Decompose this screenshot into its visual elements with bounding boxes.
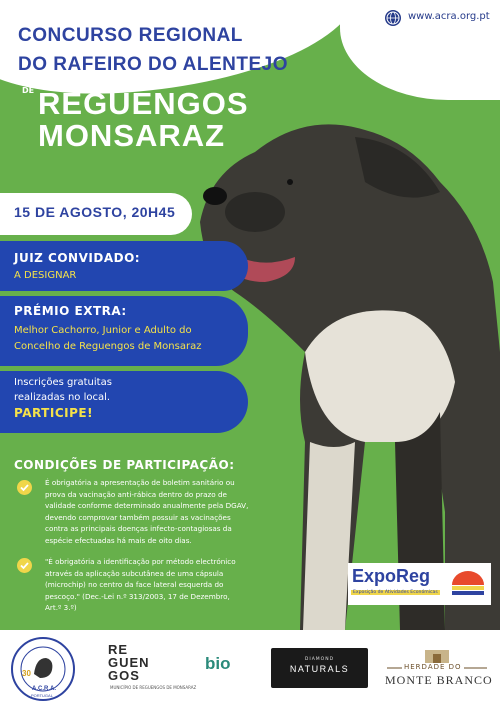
prize-line-1: Melhor Cachorro, Junior e Adulto do	[14, 325, 192, 336]
acra-seal-logo	[10, 636, 76, 702]
reguengos-municipality-logo: RE GUEN GOS	[108, 642, 150, 683]
exporeg-subtitle: Exposição de Atividades Económicas	[353, 590, 438, 595]
check-icon	[17, 480, 32, 495]
herdade-label: HERDADE DO	[404, 663, 462, 671]
svg-text:30: 30	[22, 669, 31, 678]
title-line-1: CONCURSO REGIONAL	[18, 25, 243, 46]
condition-item-2: "É obrigatória a identificação por método electrónico através da aplicação subcutânea de uma cápsula (microchip) no centro da face lateral esquerda do pescoço." (Dec.-Lei n.º 313/2003, 17 de Dezembro, Art.º 3.º)	[45, 557, 236, 612]
globe-icon	[385, 10, 401, 26]
check-icon	[17, 558, 32, 573]
sun-logo-icon	[449, 569, 487, 599]
conditions-heading: CONDIÇÕES DE PARTICIPAÇÃO:	[14, 458, 235, 472]
svg-text:PORTUGAL: PORTUGAL	[31, 693, 53, 698]
diamond-label: DIAMOND	[304, 657, 335, 662]
prize-heading: PRÉMIO EXTRA:	[14, 304, 127, 318]
reguengos-subtitle: MUNICÍPIO DE REGUENGOS DE MONSARAZ	[110, 685, 197, 690]
monte-branco-label: MONTE BRANCO	[385, 673, 493, 687]
judge-value: A DESIGNAR	[14, 270, 77, 281]
exporeg-name: ExpoReg	[352, 566, 431, 586]
judge-heading: JUIZ CONVIDADO:	[14, 251, 141, 265]
condition-item-1: É obrigatória a apresentação de boletim sanitário ou prova da vacinação anti-rábica dentro do prazo de validade conforme determinado anualmente pela DGAV, devendo comprovar também possuir as vacinações contra as principais doenças infecto-contagiosas da espécie efectuadas há mais de oito dias.	[45, 478, 249, 545]
title-line-2: DO RAFEIRO DO ALENTEJO	[18, 54, 288, 75]
bio-logo: bio	[205, 654, 231, 673]
de-label: DE	[22, 86, 35, 95]
location-line-1: REGUENGOS	[38, 86, 249, 121]
prize-line-2: Concelho de Reguengos de Monsaraz	[14, 341, 202, 352]
registration-line-2: realizadas no local.	[14, 392, 111, 403]
location-line-2: MONSARAZ	[38, 118, 226, 153]
participate-cta: PARTICIPE!	[14, 406, 94, 420]
event-date: 15 DE AGOSTO, 20H45	[14, 204, 176, 220]
registration-line-1: Inscrições gratuitas	[14, 377, 112, 388]
svg-text:A.C.R.A.: A.C.R.A.	[32, 686, 56, 692]
naturals-label: NATURALS	[289, 664, 350, 674]
judge-pill	[0, 241, 248, 291]
dog-photo	[195, 112, 500, 630]
website-link[interactable]: www.acra.org.pt	[408, 11, 490, 22]
